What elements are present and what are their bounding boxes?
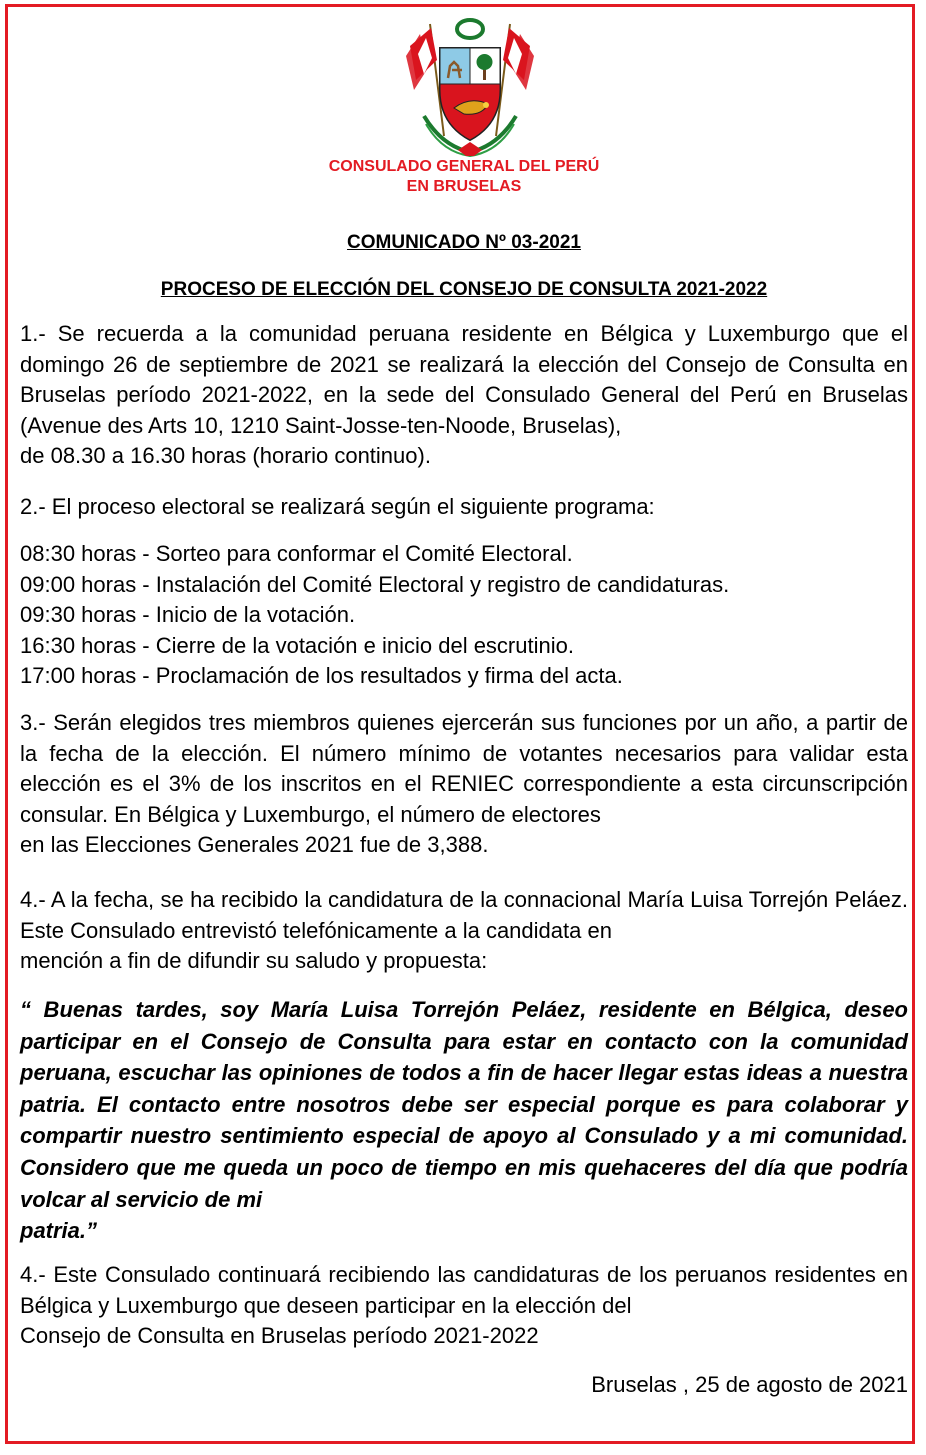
schedule-item: 09:00 horas - Instalación del Comité Electoral y registro de candidaturas.	[20, 571, 730, 597]
paragraph-5-text: 4.- Este Consulado continuará recibiendo las candidaturas de los peruanos residentes en Bélgica y Luxemburgo que deseen participar en la elección del	[20, 1262, 908, 1318]
communique-subject: PROCESO DE ELECCIÓN DEL CONSEJO DE CONSULTA 2021-2022	[160, 279, 768, 300]
paragraph-4-last-line: mención a fin de difundir su saludo y propuesta:	[20, 948, 488, 973]
schedule-item: 17:00 horas - Proclamación de los resultados y firma del acta.	[20, 663, 623, 688]
candidate-quote-last-line: patria.”	[20, 1218, 98, 1244]
paragraph-4-text: 4.- A la fecha, se ha recibido la candidatura de la connacional María Luisa Torrejón Peláez. Este Consulado entrevistó telefónicamente a la candidata en	[20, 887, 908, 943]
candidate-quote	[20, 994, 908, 1247]
communique-number: COMUNICADO Nº 03-2021	[347, 232, 581, 253]
schedule-list	[20, 539, 908, 692]
paragraph-5	[20, 1260, 908, 1352]
schedule-item: 09:30 horas - Inicio de la votación.	[20, 602, 356, 627]
candidate-quote-text: “ Buenas tardes, soy María Luisa Torrejón Peláez, residente en Bélgica, deseo participar en el Consejo de Consulta para estar en contacto con la comunidad peruana, escuchar las opiniones de todos a fin de hacer llegar estas ideas a nuestra patria. El contacto entre nosotros debe ser especial porque es para colaborar y compartir nuestro sentimiento especial de apoyo al Consulado y a mi comunidad. Considero que me queda un poco de tiempo en mis quehaceres del día que podría volcar al servicio de mi	[20, 997, 908, 1212]
paragraph-1	[20, 319, 908, 472]
coat-of-arms-icon	[402, 16, 538, 158]
paragraph-4	[20, 885, 908, 977]
paragraph-3-text: 3.- Serán elegidos tres miembros quienes ejercerán sus funciones por un año, a partir de la fecha de la elección. El número mínimo de votantes necesarios para validar esta elección es el 3% de los inscritos en el RENIEC correspondiente a esta circunscripción consular. En Bélgica y Luxemburgo, el número de electores	[20, 710, 908, 827]
paragraph-1-last-line: de 08.30 a 16.30 horas (horario continuo).	[20, 443, 431, 468]
paragraph-5-last-line: Consejo de Consulta en Bruselas período 2021-2022	[20, 1323, 539, 1348]
consulate-name: CONSULADO GENERAL DEL PERÚ	[328, 158, 600, 175]
paragraph-3	[20, 708, 908, 861]
schedule-item: 16:30 horas - Cierre de la votación e inicio del escrutinio.	[20, 632, 574, 658]
schedule-item: 08:30 horas - Sorteo para conformar el Comité Electoral.	[20, 541, 573, 566]
paragraph-3-last-line: en las Elecciones Generales 2021 fue de 3,388.	[20, 832, 489, 857]
paragraph-2: 2.- El proceso electoral se realizará según el siguiente programa:	[20, 494, 655, 519]
consulate-city: EN BRUSELAS	[406, 178, 522, 195]
place-and-date: Bruselas , 25 de agosto de 2021	[591, 1372, 908, 1397]
paragraph-1-text: 1.- Se recuerda a la comunidad peruana residente en Bélgica y Luxemburgo que el domingo 26 de septiembre de 2021 se realizará la elección del Consejo de Consulta en Bruselas período 2021-2022, en la sede del Consulado General del Perú en Bruselas (Avenue des Arts 10, 1210 Saint-Josse-ten-Noode, Bruselas),	[20, 321, 908, 438]
